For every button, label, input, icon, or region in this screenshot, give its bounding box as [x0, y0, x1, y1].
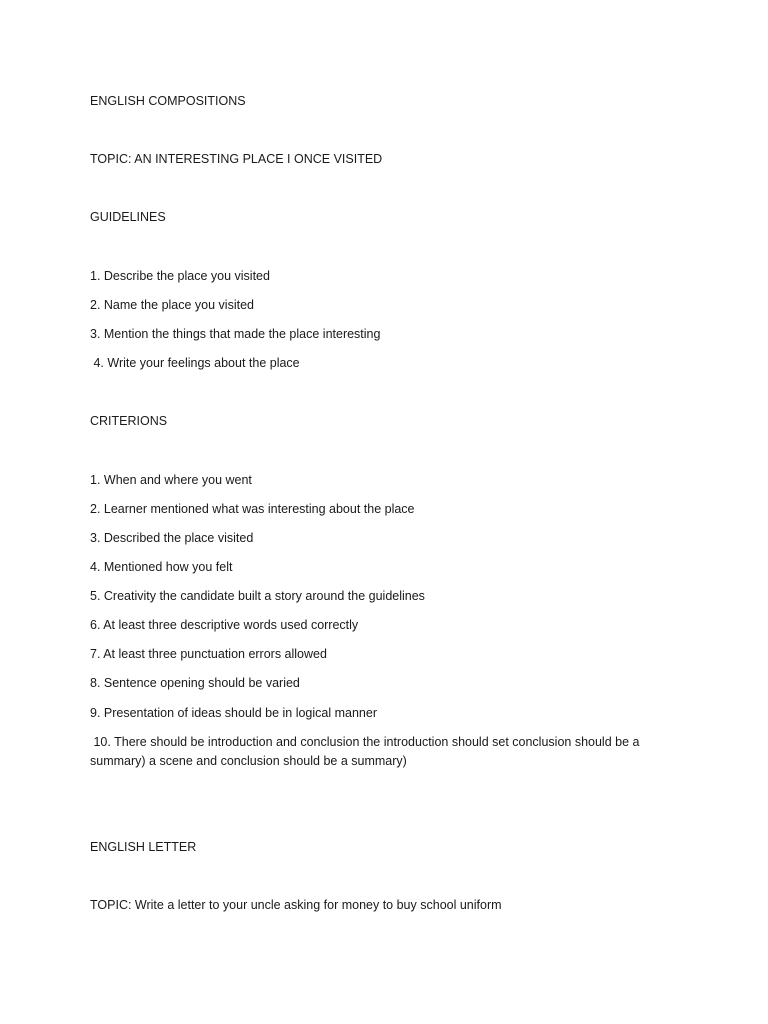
guideline-item: 3. Mention the things that made the place interesting: [90, 327, 381, 341]
guideline-item: 1. Describe the place you visited: [90, 269, 270, 283]
criterion-item: 2. Learner mentioned what was interesting about the place: [90, 502, 415, 516]
guidelines-heading: GUIDELINES: [90, 210, 166, 224]
criterion-item: 1. When and where you went: [90, 473, 252, 487]
criterion-item: 9. Presentation of ideas should be in logical manner: [90, 706, 377, 720]
criterions-heading: CRITERIONS: [90, 414, 168, 428]
criterion-item: 10. There should be introduction and conclusion the introduction should set conclusion should be a summary) a scene and conclusion should be a summary): [90, 735, 643, 768]
criterion-item: 3. Described the place visited: [90, 531, 254, 545]
topic-composition: TOPIC: AN INTERESTING PLACE I ONCE VISITED: [90, 152, 383, 166]
topic-letter: TOPIC: Write a letter to your uncle asking for money to buy school uniform: [90, 898, 502, 912]
criterion-item: 7. At least three punctuation errors allowed: [90, 647, 327, 661]
guideline-item: 4. Write your feelings about the place: [90, 356, 300, 370]
criterion-item: 5. Creativity the candidate built a story around the guidelines: [90, 589, 425, 603]
criterion-item: 4. Mentioned how you felt: [90, 560, 233, 574]
heading-english-letter: ENGLISH LETTER: [90, 840, 197, 854]
guideline-item: 2. Name the place you visited: [90, 298, 254, 312]
heading-english-compositions: ENGLISH COMPOSITIONS: [90, 94, 246, 108]
criterion-item: 8. Sentence opening should be varied: [90, 676, 300, 690]
criterion-item: 6. At least three descriptive words used correctly: [90, 618, 359, 632]
